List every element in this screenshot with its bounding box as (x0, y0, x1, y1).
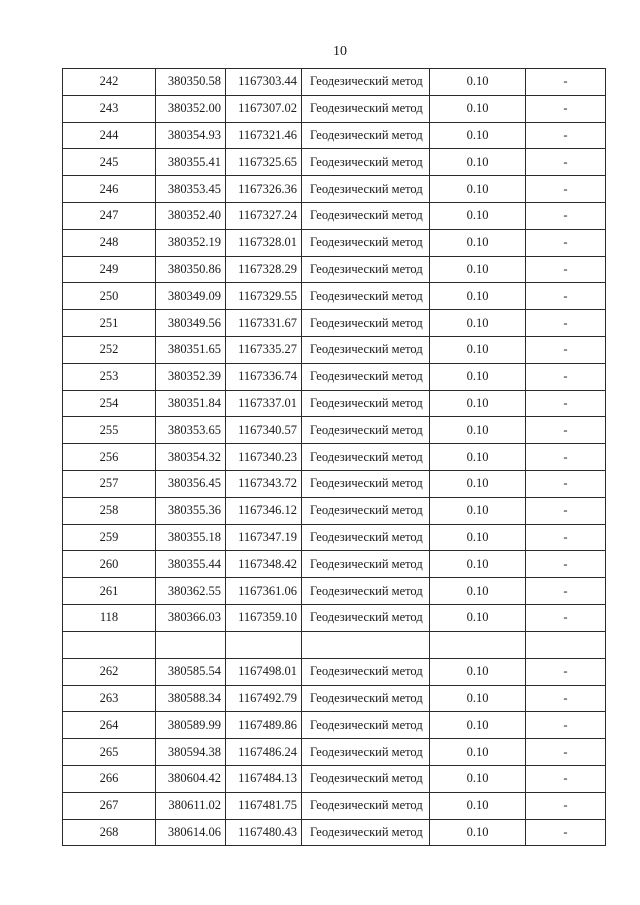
table-row (63, 363, 606, 390)
table-row (63, 256, 606, 283)
method-cell: Геодезический метод (302, 444, 430, 471)
method-cell: Геодезический метод (302, 229, 430, 256)
accuracy-cell: 0.10 (430, 363, 526, 390)
method-cell: Геодезический метод (302, 604, 430, 631)
table-row (63, 792, 606, 819)
point-number-cell: 264 (63, 712, 156, 739)
table-row (63, 283, 606, 310)
table-row (63, 390, 606, 417)
y-coordinate-cell: 1167321.46 (226, 122, 302, 149)
point-number-cell: 265 (63, 739, 156, 766)
method-cell: Геодезический метод (302, 149, 430, 176)
point-number-cell: 251 (63, 310, 156, 337)
accuracy-cell: 0.10 (430, 417, 526, 444)
note-cell: - (526, 792, 606, 819)
table-row (63, 176, 606, 203)
accuracy-cell: 0.10 (430, 470, 526, 497)
method-cell: Геодезический метод (302, 578, 430, 605)
note-cell: - (526, 497, 606, 524)
note-cell: - (526, 819, 606, 846)
point-number-cell: 248 (63, 229, 156, 256)
table-row (63, 631, 606, 658)
x-coordinate-cell: 380352.19 (156, 229, 226, 256)
point-number-cell: 246 (63, 176, 156, 203)
note-cell: - (526, 122, 606, 149)
x-coordinate-cell: 380355.44 (156, 551, 226, 578)
point-number-cell: 245 (63, 149, 156, 176)
x-coordinate-cell: 380351.65 (156, 336, 226, 363)
note-cell (526, 631, 606, 658)
y-coordinate-cell: 1167492.79 (226, 685, 302, 712)
point-number-cell: 243 (63, 95, 156, 122)
note-cell: - (526, 149, 606, 176)
note-cell: - (526, 551, 606, 578)
table-row (63, 470, 606, 497)
table-row (63, 578, 606, 605)
table-row (63, 122, 606, 149)
point-number-cell: 242 (63, 69, 156, 96)
point-number-cell: 254 (63, 390, 156, 417)
x-coordinate-cell: 380355.41 (156, 149, 226, 176)
x-coordinate-cell: 380594.38 (156, 739, 226, 766)
accuracy-cell: 0.10 (430, 792, 526, 819)
accuracy-cell: 0.10 (430, 95, 526, 122)
table-row (63, 417, 606, 444)
coordinates-table (62, 68, 606, 846)
note-cell: - (526, 69, 606, 96)
y-coordinate-cell: 1167346.12 (226, 497, 302, 524)
accuracy-cell: 0.10 (430, 765, 526, 792)
y-coordinate-cell: 1167480.43 (226, 819, 302, 846)
method-cell: Геодезический метод (302, 417, 430, 444)
x-coordinate-cell: 380585.54 (156, 658, 226, 685)
y-coordinate-cell: 1167489.86 (226, 712, 302, 739)
note-cell: - (526, 604, 606, 631)
point-number-cell: 263 (63, 685, 156, 712)
table-row (63, 336, 606, 363)
accuracy-cell: 0.10 (430, 229, 526, 256)
method-cell: Геодезический метод (302, 470, 430, 497)
point-number-cell: 253 (63, 363, 156, 390)
table-row (63, 95, 606, 122)
x-coordinate-cell: 380588.34 (156, 685, 226, 712)
method-cell: Геодезический метод (302, 176, 430, 203)
note-cell: - (526, 363, 606, 390)
table-row (63, 739, 606, 766)
note-cell: - (526, 685, 606, 712)
method-cell: Геодезический метод (302, 765, 430, 792)
x-coordinate-cell: 380362.55 (156, 578, 226, 605)
x-coordinate-cell: 380354.32 (156, 444, 226, 471)
x-coordinate-cell: 380354.93 (156, 122, 226, 149)
x-coordinate-cell: 380353.45 (156, 176, 226, 203)
x-coordinate-cell: 380349.56 (156, 310, 226, 337)
point-number-cell: 256 (63, 444, 156, 471)
y-coordinate-cell: 1167335.27 (226, 336, 302, 363)
point-number-cell: 257 (63, 470, 156, 497)
accuracy-cell: 0.10 (430, 390, 526, 417)
method-cell: Геодезический метод (302, 69, 430, 96)
point-number-cell: 266 (63, 765, 156, 792)
method-cell: Геодезический метод (302, 792, 430, 819)
table-row (63, 444, 606, 471)
table-row (63, 551, 606, 578)
note-cell: - (526, 524, 606, 551)
accuracy-cell: 0.10 (430, 712, 526, 739)
x-coordinate-cell: 380350.86 (156, 256, 226, 283)
point-number-cell: 250 (63, 283, 156, 310)
x-coordinate-cell: 380604.42 (156, 765, 226, 792)
table-row (63, 310, 606, 337)
y-coordinate-cell: 1167348.42 (226, 551, 302, 578)
y-coordinate-cell: 1167484.13 (226, 765, 302, 792)
method-cell: Геодезический метод (302, 336, 430, 363)
table-row (63, 685, 606, 712)
x-coordinate-cell: 380352.40 (156, 202, 226, 229)
x-coordinate-cell: 380366.03 (156, 604, 226, 631)
x-coordinate-cell: 380351.84 (156, 390, 226, 417)
table-row (63, 765, 606, 792)
accuracy-cell (430, 631, 526, 658)
method-cell: Геодезический метод (302, 712, 430, 739)
y-coordinate-cell: 1167337.01 (226, 390, 302, 417)
table-row (63, 229, 606, 256)
note-cell: - (526, 765, 606, 792)
y-coordinate-cell: 1167326.36 (226, 176, 302, 203)
y-coordinate-cell: 1167325.65 (226, 149, 302, 176)
note-cell: - (526, 712, 606, 739)
accuracy-cell: 0.10 (430, 524, 526, 551)
point-number-cell: 260 (63, 551, 156, 578)
y-coordinate-cell: 1167329.55 (226, 283, 302, 310)
accuracy-cell: 0.10 (430, 685, 526, 712)
point-number-cell: 268 (63, 819, 156, 846)
point-number-cell: 258 (63, 497, 156, 524)
table-row (63, 149, 606, 176)
x-coordinate-cell: 380355.36 (156, 497, 226, 524)
accuracy-cell: 0.10 (430, 202, 526, 229)
y-coordinate-cell: 1167328.01 (226, 229, 302, 256)
note-cell: - (526, 444, 606, 471)
method-cell: Геодезический метод (302, 202, 430, 229)
method-cell: Геодезический метод (302, 363, 430, 390)
method-cell: Геодезический метод (302, 685, 430, 712)
accuracy-cell: 0.10 (430, 69, 526, 96)
accuracy-cell: 0.10 (430, 604, 526, 631)
accuracy-cell: 0.10 (430, 122, 526, 149)
y-coordinate-cell: 1167340.57 (226, 417, 302, 444)
y-coordinate-cell: 1167331.67 (226, 310, 302, 337)
y-coordinate-cell: 1167486.24 (226, 739, 302, 766)
table-row (63, 604, 606, 631)
y-coordinate-cell: 1167343.72 (226, 470, 302, 497)
table-row (63, 712, 606, 739)
note-cell: - (526, 658, 606, 685)
table-row (63, 658, 606, 685)
x-coordinate-cell: 380614.06 (156, 819, 226, 846)
accuracy-cell: 0.10 (430, 310, 526, 337)
x-coordinate-cell: 380350.58 (156, 69, 226, 96)
y-coordinate-cell: 1167340.23 (226, 444, 302, 471)
page-number: 10 (333, 44, 347, 59)
note-cell: - (526, 95, 606, 122)
method-cell: Геодезический метод (302, 310, 430, 337)
note-cell: - (526, 739, 606, 766)
accuracy-cell: 0.10 (430, 578, 526, 605)
note-cell: - (526, 202, 606, 229)
accuracy-cell: 0.10 (430, 739, 526, 766)
point-number-cell: 255 (63, 417, 156, 444)
method-cell: Геодезический метод (302, 390, 430, 417)
method-cell: Геодезический метод (302, 739, 430, 766)
y-coordinate-cell: 1167336.74 (226, 363, 302, 390)
method-cell: Геодезический метод (302, 524, 430, 551)
accuracy-cell: 0.10 (430, 658, 526, 685)
y-coordinate-cell: 1167498.01 (226, 658, 302, 685)
table-row (63, 69, 606, 96)
point-number-cell: 118 (63, 604, 156, 631)
point-number-cell: 259 (63, 524, 156, 551)
note-cell: - (526, 470, 606, 497)
note-cell: - (526, 390, 606, 417)
x-coordinate-cell: 380352.00 (156, 95, 226, 122)
accuracy-cell: 0.10 (430, 176, 526, 203)
y-coordinate-cell: 1167359.10 (226, 604, 302, 631)
point-number-cell: 247 (63, 202, 156, 229)
y-coordinate-cell: 1167307.02 (226, 95, 302, 122)
table-row (63, 497, 606, 524)
y-coordinate-cell: 1167328.29 (226, 256, 302, 283)
method-cell (302, 631, 430, 658)
accuracy-cell: 0.10 (430, 444, 526, 471)
note-cell: - (526, 417, 606, 444)
accuracy-cell: 0.10 (430, 149, 526, 176)
accuracy-cell: 0.10 (430, 497, 526, 524)
point-number-cell: 249 (63, 256, 156, 283)
table-row (63, 524, 606, 551)
table-row (63, 202, 606, 229)
method-cell: Геодезический метод (302, 95, 430, 122)
method-cell: Геодезический метод (302, 283, 430, 310)
y-coordinate-cell: 1167303.44 (226, 69, 302, 96)
note-cell: - (526, 578, 606, 605)
method-cell: Геодезический метод (302, 551, 430, 578)
accuracy-cell: 0.10 (430, 283, 526, 310)
note-cell: - (526, 310, 606, 337)
note-cell: - (526, 336, 606, 363)
point-number-cell: 262 (63, 658, 156, 685)
method-cell: Геодезический метод (302, 658, 430, 685)
method-cell: Геодезический метод (302, 122, 430, 149)
accuracy-cell: 0.10 (430, 336, 526, 363)
x-coordinate-cell: 380589.99 (156, 712, 226, 739)
accuracy-cell: 0.10 (430, 256, 526, 283)
note-cell: - (526, 229, 606, 256)
point-number-cell: 244 (63, 122, 156, 149)
table-row (63, 819, 606, 846)
y-coordinate-cell: 1167361.06 (226, 578, 302, 605)
point-number-cell: 252 (63, 336, 156, 363)
point-number-cell (63, 631, 156, 658)
point-number-cell: 261 (63, 578, 156, 605)
y-coordinate-cell: 1167347.19 (226, 524, 302, 551)
coordinates-table-body (63, 69, 606, 846)
x-coordinate-cell (156, 631, 226, 658)
x-coordinate-cell: 380611.02 (156, 792, 226, 819)
accuracy-cell: 0.10 (430, 551, 526, 578)
point-number-cell: 267 (63, 792, 156, 819)
x-coordinate-cell: 380353.65 (156, 417, 226, 444)
method-cell: Геодезический метод (302, 497, 430, 524)
y-coordinate-cell: 1167481.75 (226, 792, 302, 819)
x-coordinate-cell: 380352.39 (156, 363, 226, 390)
note-cell: - (526, 256, 606, 283)
note-cell: - (526, 283, 606, 310)
y-coordinate-cell: 1167327.24 (226, 202, 302, 229)
x-coordinate-cell: 380349.09 (156, 283, 226, 310)
method-cell: Геодезический метод (302, 256, 430, 283)
x-coordinate-cell: 380355.18 (156, 524, 226, 551)
accuracy-cell: 0.10 (430, 819, 526, 846)
x-coordinate-cell: 380356.45 (156, 470, 226, 497)
y-coordinate-cell (226, 631, 302, 658)
method-cell: Геодезический метод (302, 819, 430, 846)
note-cell: - (526, 176, 606, 203)
